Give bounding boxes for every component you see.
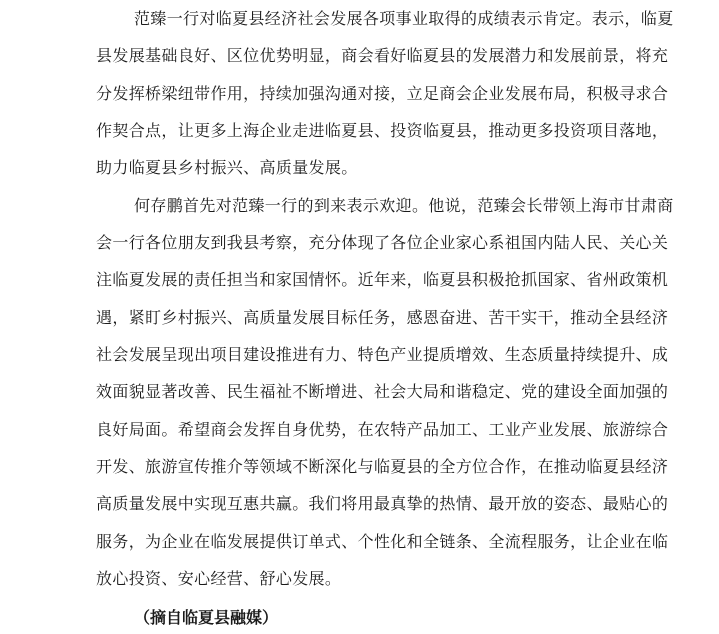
- paragraph-2-line-9: 高质量发展中实现互惠共赢。我们将用最真挚的热情、最开放的姿态、最贴心的: [96, 494, 669, 513]
- paragraph-1-line-3: 分发挥桥梁纽带作用，持续加强沟通对接，立足商会企业发展布局，积极寻求合: [96, 84, 669, 103]
- paragraph-2-line-3: 注临夏发展的责任担当和家国情怀。近年来，临夏县积极抢抓国家、省州政策机: [96, 270, 669, 289]
- paragraph-2-line-2: 会一行各位朋友到我县考察，充分体现了各位企业家心系祖国内陆人民、关心关: [96, 233, 669, 252]
- paragraph-1-line-4: 作契合点，让更多上海企业走进临夏县、投资临夏县，推动更多投资项目落地，: [96, 121, 669, 140]
- paragraph-2-line-11: 放心投资、安心经营、舒心发展。: [96, 569, 342, 588]
- source-credit: （摘自临夏县融媒）: [134, 608, 279, 627]
- paragraph-2-line-4: 遇，紧盯乡村振兴、高质量发展目标任务，感恩奋进、苦干实干，推动全县经济: [96, 308, 669, 327]
- paragraph-1-line-2: 县发展基础良好、区位优势明显，商会看好临夏县的发展潜力和发展前景，将充: [96, 46, 669, 65]
- paragraph-2-line-5: 社会发展呈现出项目建设推进有力、特色产业提质增效、生态质量持续提升、成: [96, 345, 669, 364]
- paragraph-2-line-7: 良好局面。希望商会发挥自身优势，在农特产品加工、工业产业发展、旅游综合: [96, 420, 669, 439]
- paragraph-1-line-1: 范臻一行对临夏县经济社会发展各项事业取得的成绩表示肯定。表示，临夏: [134, 9, 674, 28]
- paragraph-2-line-10: 服务，为企业在临发展提供订单式、个性化和全链条、全流程服务，让企业在临: [96, 532, 669, 551]
- paragraph-1-line-5: 助力临夏县乡村振兴、高质量发展。: [96, 158, 358, 177]
- paragraph-2-line-8: 开发、旅游宣传推介等领域不断深化与临夏县的全方位合作，在推动临夏县经济: [96, 457, 669, 476]
- paragraph-2-line-1: 何存鹏首先对范臻一行的到来表示欢迎。他说，范臻会长带领上海市甘肃商: [134, 196, 674, 215]
- paragraph-2-line-6: 效面貌显著改善、民生福祉不断增进、社会大局和谐稳定、党的建设全面加强的: [96, 382, 669, 401]
